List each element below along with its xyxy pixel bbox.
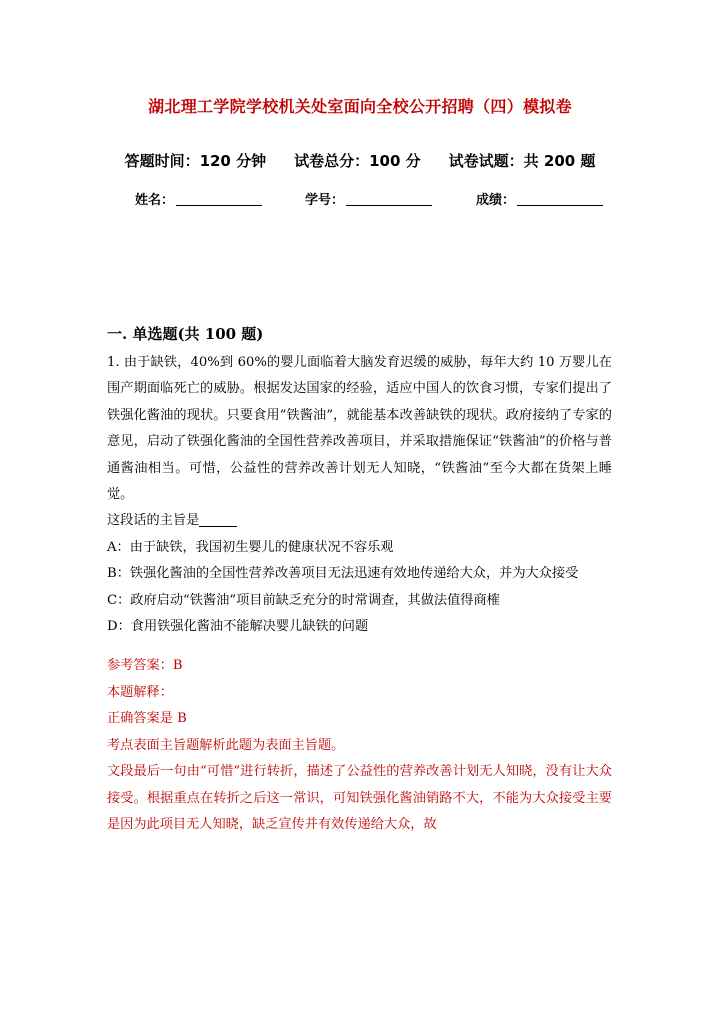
answer-blank xyxy=(199,512,237,527)
exam-total-score: 试卷总分：100 分 xyxy=(294,152,421,170)
analysis-text: 文段最后一句由“可惜”进行转折，描述了公益性的营养改善计划无人知晓，没有让大众接受。根据重点在转折之后这一常识，可知铁强化酱油销路不大，不能为大众接受主要是因为此项目无人知晓，缺乏宣传并有效传递给大众，故 xyxy=(107,764,612,832)
section-title: 一. 单选题(共 100 题) xyxy=(107,325,264,343)
option-d: D：食用铁强化酱油不能解决婴儿缺铁的问题 xyxy=(107,619,369,635)
score-blank xyxy=(517,192,603,206)
exam-question-count: 试卷试题：共 200 题 xyxy=(448,152,596,170)
student-id-blank xyxy=(346,192,432,206)
explanation-label: 本题解释： xyxy=(107,684,173,700)
reference-answer: 参考答案：B xyxy=(107,658,183,674)
name-field xyxy=(135,189,262,208)
option-a: A：由于缺铁，我国初生婴儿的健康状况不容乐观 xyxy=(107,539,394,555)
correct-answer: 正确答案是 B xyxy=(107,711,187,727)
exam-point: 考点表面主旨题解析此题为表面主旨题。 xyxy=(107,737,345,753)
student-id-field xyxy=(305,189,432,208)
name-label: 姓名： xyxy=(135,193,175,208)
page-title: 湖北理工学院学校机关处室面向全校公开招聘（四）模拟卷 xyxy=(148,97,572,116)
question-stem: 1. 由于缺铁，40%到 60%的婴儿面临着大脑发育迟缓的威胁，每年大约 10 万婴儿在围产期面临死亡的威胁。根据发达国家的经验，适应中国人的饮食习惯，专家们提出了铁强化酱油的现状。只要食用“铁酱油”，就能基本改善缺铁的现状。政府接纳了专家的意见，启动了铁强化酱油的全国性营养改善项目，并采取措施保证“铁酱油”的价格与普通酱油相当。可惜，公益性的营养改善计划无人知晓，“铁酱油”至今大都在货架上睡觉。 xyxy=(107,355,612,503)
exam-meta xyxy=(0,150,720,171)
option-c: C：政府启动“铁酱油”项目前缺乏充分的时常调查，其做法值得商榷 xyxy=(107,592,500,608)
question-body xyxy=(107,350,612,838)
student-id-label: 学号： xyxy=(305,193,345,208)
score-field xyxy=(476,189,603,208)
question-prompt-line xyxy=(107,508,612,534)
question-prompt: 这段话的主旨是 xyxy=(107,513,200,529)
option-b: B：铁强化酱油的全国性营养改善项目无法迅速有效地传递给大众，并为大众接受 xyxy=(107,566,579,582)
exam-time: 答题时间：120 分钟 xyxy=(124,152,267,170)
name-blank xyxy=(176,192,262,206)
score-label: 成绩： xyxy=(476,193,516,208)
